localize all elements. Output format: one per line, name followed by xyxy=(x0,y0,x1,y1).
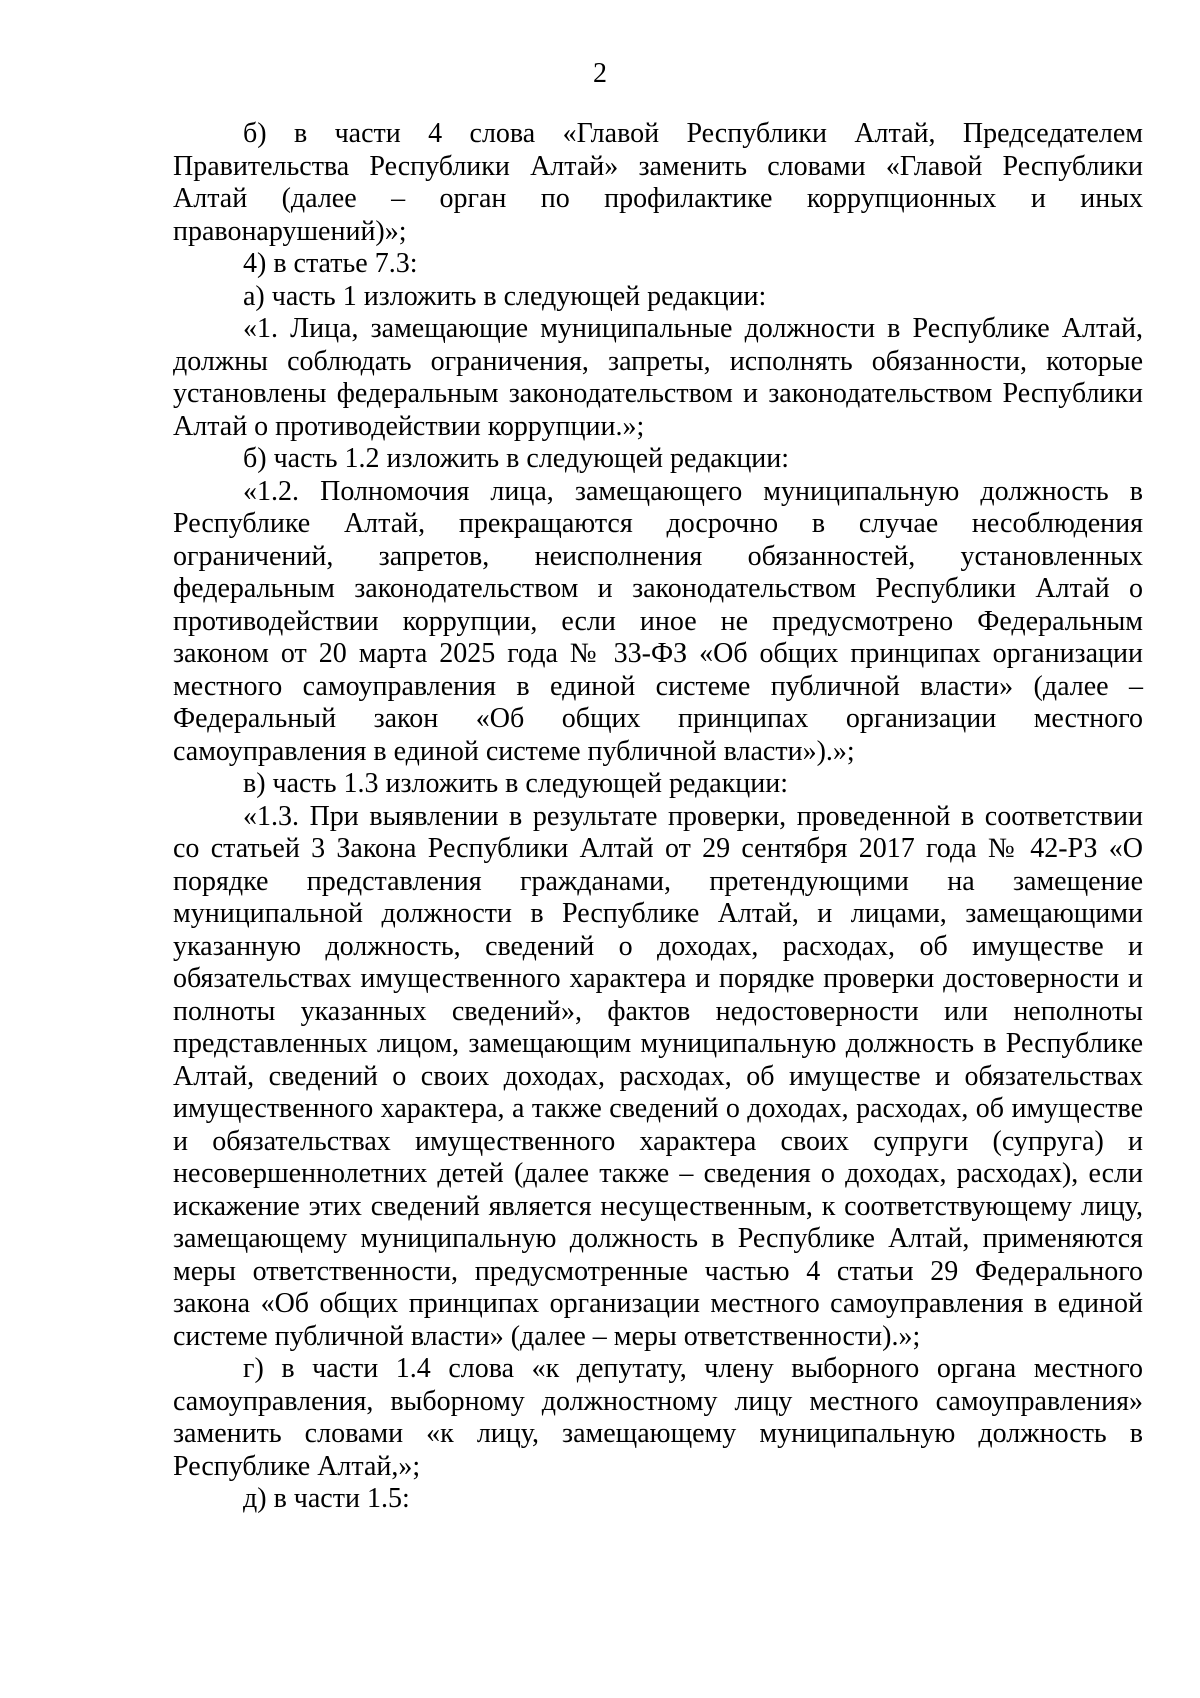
document-body xyxy=(173,118,1143,1516)
paragraph-part1-3-text: «1.3. При выявлении в результате проверки, проведенной в соответствии со статьей 3 Закона Республики Алтай от 29 сентября 2017 года № 42-РЗ «О порядке представления гражданами, претендующими на замещение муниципальной должности в Республике Алтай, и лицами, замещающими указанную должность, сведений о доходах, расходах, об имуществе и обязательствах имущественного характера и порядке проверки достоверности и полноты указанных сведений», фактов недостоверности или неполноты представленных лицом, замещающим муниципальную должность в Республике Алтай, сведений о своих доходах, расходах, об имуществе и обязательствах имущественного характера, а также сведений о доходах, расходах, об имуществе и обязательствах имущественного характера своих супруги (супруга) и несовершеннолетних детей (далее также – сведения о доходах, расходах), если искажение этих сведений является несущественным, к соответствующему лицу, замещающему муниципальную должность в Республике Алтай, применяются меры ответственности, предусмотренные частью 4 статьи 29 Федерального закона «Об общих принципах организации местного самоуправления в единой системе публичной власти» (далее – меры ответственности).»; xyxy=(173,800,1143,1352)
paragraph-part4-amendment: б) в части 4 слова «Главой Республики Алтай, Председателем Правительства Республики Алтай» заменить словами «Главой Республики Алтай (далее – орган по профилактике коррупционных и иных правонарушений)»; xyxy=(173,118,1143,247)
paragraph-part1-2-text: «1.2. Полномочия лица, замещающего муниципальную должность в Республике Алтай, прекращаются досрочно в случае несоблюдения ограничений, запретов, неисполнения обязанностей, установленных федеральным законодательством и законодательством Республики Алтай о противодействии коррупции, если иное не предусмотрено Федеральным законом от 20 марта 2025 года № 33-ФЗ «Об общих принципах организации местного самоуправления в единой системе публичной власти» (далее – Федеральный закон «Об общих принципах организации местного самоуправления в единой системе публичной власти»).»; xyxy=(173,475,1143,767)
page-number: 2 xyxy=(593,58,607,89)
paragraph-item-d: д) в части 1.5: xyxy=(243,1483,410,1514)
paragraph-part1-text: «1. Лица, замещающие муниципальные должности в Республике Алтай, должны соблюдать ограничения, запреты, исполнять обязанности, которые установлены федеральным законодательством и законодательством Республики Алтай о противодействии коррупции.»; xyxy=(173,313,1143,442)
paragraph-item-a: а) часть 1 изложить в следующей редакции: xyxy=(243,280,767,312)
paragraph-item-b: б) часть 1.2 изложить в следующей редакции: xyxy=(243,443,790,474)
paragraph-item-g: г) в части 1.4 слова «к депутату, члену выборного органа местного самоуправления, выборному должностному лицу местного самоуправления» заменить словами «к лицу, замещающему муниципальную должность в Республике Алтай,»; xyxy=(173,1353,1143,1482)
paragraph-article-7-3: 4) в статье 7.3: xyxy=(243,248,418,279)
paragraph-item-v: в) часть 1.3 изложить в следующей редакции: xyxy=(243,768,789,799)
